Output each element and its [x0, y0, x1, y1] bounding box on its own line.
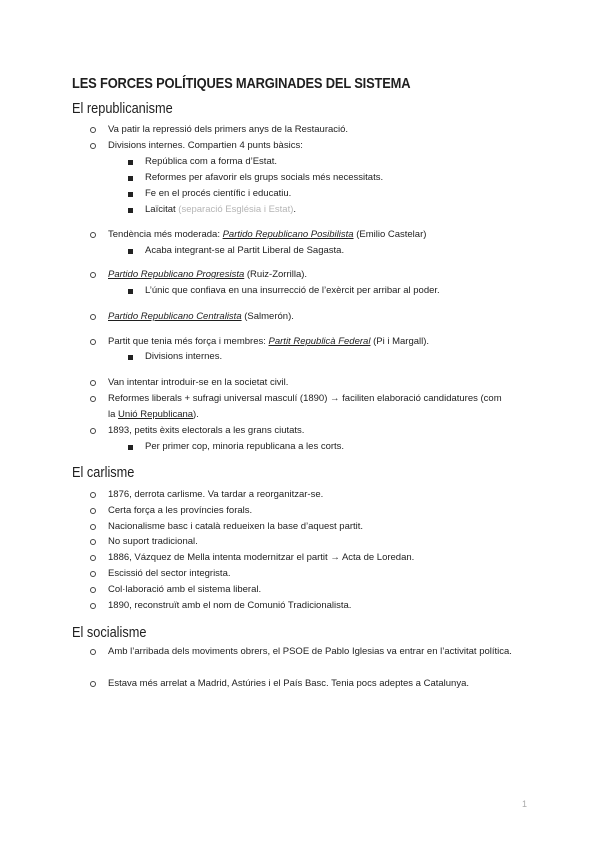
sub-list-item: Reformes per afavorir els grups socials més necessitats. — [145, 172, 384, 183]
list-item: Escissió del sector integrista. — [108, 568, 231, 579]
laicitat-end: . — [293, 204, 297, 215]
sub-list-item — [145, 204, 296, 216]
party-link-progresista[interactable]: Partido Republicano Progresista — [108, 269, 245, 280]
sub-list-item: Acaba integrant-se al Partit Liberal de Sagasta. — [145, 245, 345, 256]
sub-list-item: Fe en el procés científic i educatiu. — [145, 188, 292, 199]
list-item: Nacionalisme basc i català redueixen la base d’aquest partit. — [108, 521, 364, 532]
item-text: (Salmerón). — [241, 311, 294, 322]
list-item: 1893, petits èxits electorals a les grans ciutats. — [108, 425, 305, 436]
page-number: 1 — [522, 799, 528, 809]
section-heading-socialisme: El socialisme — [72, 625, 147, 641]
list-item: Divisions internes. Compartien 4 punts bàsics: — [108, 140, 303, 151]
item-text-line1: Reformes liberals + sufragi universal masculí (1890) → faciliten elaboració candidatures (com — [108, 393, 502, 404]
list-item: 1886, Vázquez de Mella intenta modernitzar el partit → Acta de Loredan. — [108, 552, 415, 563]
list-item — [108, 393, 502, 405]
list-item — [108, 269, 307, 281]
list-item: 1890, reconstruït amb el nom de Comunió Tradicionalista. — [108, 600, 352, 611]
section-heading-republicanisme: El republicanisme — [72, 101, 173, 117]
list-item — [108, 336, 429, 348]
list-item — [108, 229, 426, 241]
list-item: 1876, derrota carlisme. Va tardar a reorganitzar-se. — [108, 489, 324, 500]
item-text: (Pi i Margall). — [370, 336, 430, 347]
list-item: Va patir la repressió dels primers anys de la Restauració. — [108, 124, 349, 135]
list-item — [108, 311, 294, 323]
sub-list-item: Per primer cop, minoria republicana a les corts. — [145, 441, 345, 452]
list-item: Estava més arrelat a Madrid, Astúries i el País Basc. Tenia pocs adeptes a Catalunya. — [108, 678, 470, 689]
party-link-centralista[interactable]: Partido Republicano Centralista — [108, 311, 242, 322]
list-item: Col·laboració amb el sistema liberal. — [108, 584, 262, 595]
item-text: (Emilio Castelar) — [353, 229, 427, 240]
list-item: No suport tradicional. — [108, 536, 198, 547]
list-item: Amb l’arribada dels moviments obrers, el PSOE de Pablo Iglesias va entrar en l’activitat política. — [108, 646, 528, 658]
item-text: ). — [193, 409, 199, 420]
document-title: LES FORCES POLÍTIQUES MARGINADES DEL SISTEMA — [72, 75, 411, 92]
sub-list-item: República com a forma d’Estat. — [145, 156, 278, 167]
party-link-unio-republicana[interactable]: Unió Republicana — [118, 409, 194, 420]
item-text: la — [108, 409, 119, 420]
laicitat-label: Laïcitat — [145, 204, 176, 215]
party-link-posibilista[interactable]: Partido Republicano Posibilista — [222, 229, 354, 240]
laicitat-note: (separació Església i Estat) — [178, 204, 294, 215]
list-item: Van intentar introduir-se en la societat civil. — [108, 377, 289, 388]
sub-list-item: Divisions internes. — [145, 351, 223, 362]
item-text: Partit que tenia més força i membres: — [108, 336, 269, 347]
list-item: Certa força a les províncies forals. — [108, 505, 253, 516]
sub-list-item: L’únic que confiava en una insurrecció de l’exèrcit per arribar al poder. — [145, 285, 440, 296]
list-item-continuation — [108, 409, 199, 421]
section-heading-carlisme: El carlisme — [72, 465, 135, 481]
item-text: Tendència més moderada: — [108, 229, 223, 240]
item-text: (Ruiz-Zorrilla). — [244, 269, 308, 280]
party-link-federal[interactable]: Partit Republicà Federal — [268, 336, 371, 347]
